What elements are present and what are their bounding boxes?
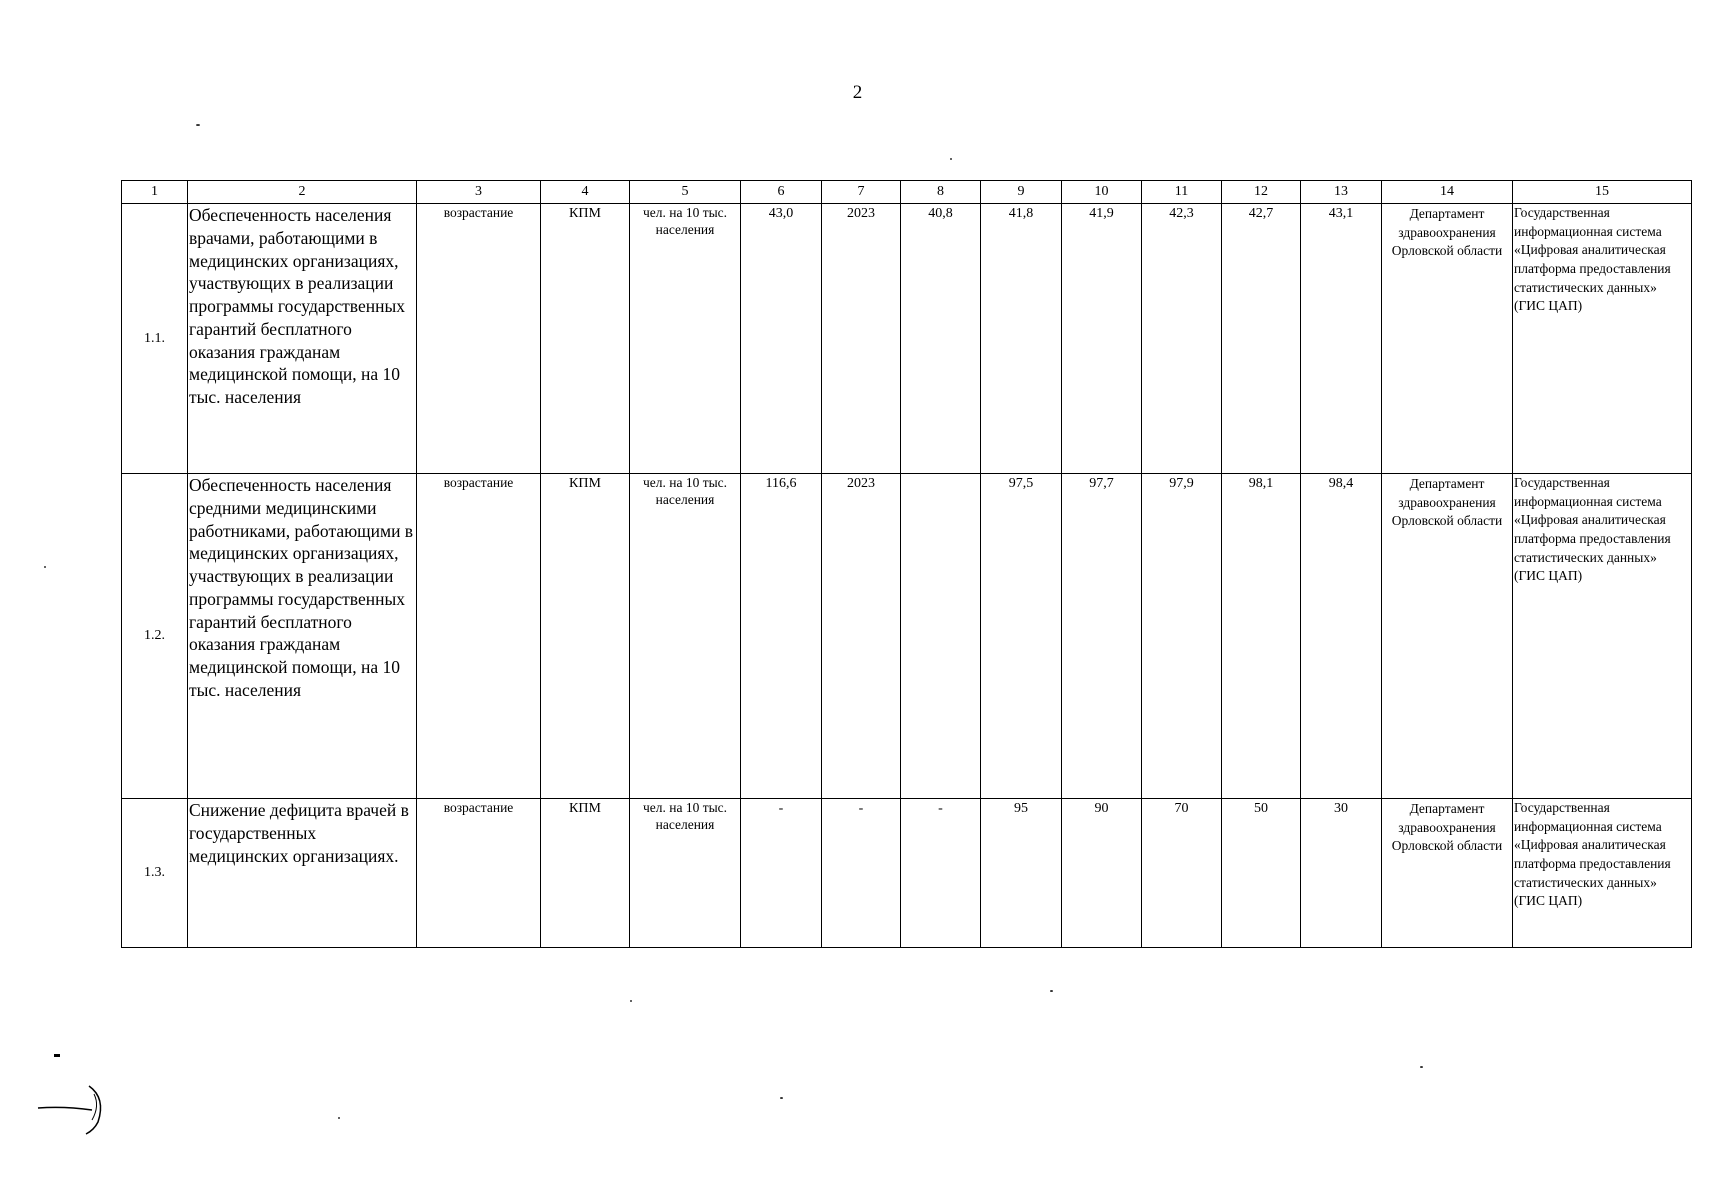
base-year-cell: - bbox=[822, 799, 901, 948]
indicator-name: Снижение дефицита врачей в государственных медицинских организациях. bbox=[188, 799, 417, 948]
row-number: 1.3. bbox=[122, 799, 188, 948]
indicator-name: Обеспеченность населения врачами, работающими в медицинских организациях, участвующих в реализации программы государственных гарантий бесплатного оказания гражданам медицинской помощи, на 10 тыс. населения bbox=[188, 204, 417, 474]
value-cell: 98,4 bbox=[1301, 474, 1382, 799]
column-header: 11 bbox=[1142, 181, 1222, 204]
unit-cell: чел. на 10 тыс. населения bbox=[630, 204, 741, 474]
column-header: 5 bbox=[630, 181, 741, 204]
value-cell: 41,8 bbox=[981, 204, 1062, 474]
unit-cell: чел. на 10 тыс. населения bbox=[630, 474, 741, 799]
responsible-cell: Департамент здравоохранения Орловской области bbox=[1382, 204, 1513, 474]
source-cell: Государственная информационная система «Цифровая аналитическая платформа предоставления статистических данных» (ГИС ЦАП) bbox=[1513, 799, 1692, 948]
column-header: 2 bbox=[188, 181, 417, 204]
base-value-cell: - bbox=[741, 799, 822, 948]
table-header-row bbox=[122, 181, 1692, 204]
base-value-cell: 43,0 bbox=[741, 204, 822, 474]
trend-cell: возрастание bbox=[417, 799, 541, 948]
base-year-cell: 2023 bbox=[822, 474, 901, 799]
column-header: 6 bbox=[741, 181, 822, 204]
value-cell: - bbox=[901, 799, 981, 948]
column-header: 3 bbox=[417, 181, 541, 204]
table-row bbox=[122, 474, 1692, 799]
value-cell: 97,9 bbox=[1142, 474, 1222, 799]
responsible-cell: Департамент здравоохранения Орловской области bbox=[1382, 474, 1513, 799]
value-cell: 90 bbox=[1062, 799, 1142, 948]
value-cell: 97,5 bbox=[981, 474, 1062, 799]
column-header: 15 bbox=[1513, 181, 1692, 204]
level-cell: КПМ bbox=[541, 474, 630, 799]
unit-cell: чел. на 10 тыс. населения bbox=[630, 799, 741, 948]
row-number: 1.1. bbox=[122, 204, 188, 474]
value-cell: 98,1 bbox=[1222, 474, 1301, 799]
source-cell: Государственная информационная система «Цифровая аналитическая платформа предоставления статистических данных» (ГИС ЦАП) bbox=[1513, 474, 1692, 799]
value-cell: 41,9 bbox=[1062, 204, 1142, 474]
indicator-name: Обеспеченность населения средними медицинскими работниками, работающими в медицинских организациях, участвующих в реализации программы государственных гарантий бесплатного оказания гражданам медицинской помощи, на 10 тыс. населения bbox=[188, 474, 417, 799]
value-cell: 95 bbox=[981, 799, 1062, 948]
value-cell: 42,3 bbox=[1142, 204, 1222, 474]
indicators-table bbox=[121, 180, 1692, 948]
level-cell: КПМ bbox=[541, 799, 630, 948]
value-cell bbox=[901, 474, 981, 799]
trend-cell: возрастание bbox=[417, 204, 541, 474]
column-header: 12 bbox=[1222, 181, 1301, 204]
pen-mark-icon bbox=[34, 1050, 124, 1140]
column-header: 7 bbox=[822, 181, 901, 204]
value-cell: 43,1 bbox=[1301, 204, 1382, 474]
value-cell: 50 bbox=[1222, 799, 1301, 948]
table-row bbox=[122, 204, 1692, 474]
column-header: 1 bbox=[122, 181, 188, 204]
base-year-cell: 2023 bbox=[822, 204, 901, 474]
column-header: 8 bbox=[901, 181, 981, 204]
responsible-cell: Департамент здравоохранения Орловской области bbox=[1382, 799, 1513, 948]
level-cell: КПМ bbox=[541, 204, 630, 474]
base-value-cell: 116,6 bbox=[741, 474, 822, 799]
page-number: 2 bbox=[852, 82, 863, 103]
column-header: 10 bbox=[1062, 181, 1142, 204]
source-cell: Государственная информационная система «Цифровая аналитическая платформа предоставления статистических данных» (ГИС ЦАП) bbox=[1513, 204, 1692, 474]
trend-cell: возрастание bbox=[417, 474, 541, 799]
value-cell: 97,7 bbox=[1062, 474, 1142, 799]
value-cell: 42,7 bbox=[1222, 204, 1301, 474]
table-row bbox=[122, 799, 1692, 948]
column-header: 13 bbox=[1301, 181, 1382, 204]
value-cell: 40,8 bbox=[901, 204, 981, 474]
value-cell: 30 bbox=[1301, 799, 1382, 948]
column-header: 9 bbox=[981, 181, 1062, 204]
column-header: 4 bbox=[541, 181, 630, 204]
row-number: 1.2. bbox=[122, 474, 188, 799]
value-cell: 70 bbox=[1142, 799, 1222, 948]
column-header: 14 bbox=[1382, 181, 1513, 204]
